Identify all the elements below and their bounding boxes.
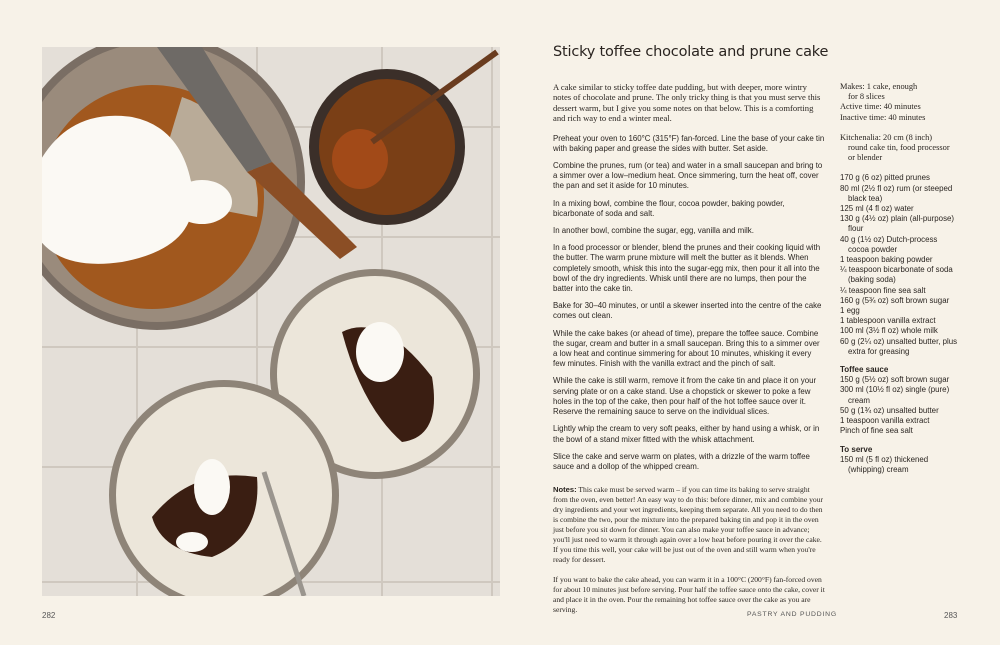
makes-line: Makes: 1 cake, enough	[840, 82, 918, 91]
toffee-heading: Toffee sauce	[840, 365, 889, 375]
method-step: Lightly whip the cream to very soft peaks, either by hand using a whisk, or in the bowl of a stand mixer fitted with the whisk attachment.	[553, 424, 820, 444]
kitchenalia-line-cont: or blender	[848, 153, 883, 163]
method-step: While the cake bakes (or ahead of time), prepare the toffee sauce. Combine the sugar, cream and butter in a small saucepan. Bring this to a simmer over a low heat and continue simmering for about 10 minutes, whisking it every few minutes. Finish with the vanilla extract and the pinch of salt.	[553, 328, 820, 369]
ingredient-item: 40 g (1½ oz) Dutch-process cocoa powder	[840, 234, 938, 254]
ingredient-item: 125 ml (4 fl oz) water	[840, 204, 914, 214]
method-step: While the cake is still warm, remove it from the cake tin and place it on your serving plate or on a cake stand. Use a chopstick or skewer to poke a few holes in the top of the cake, then pour half of the hot toffee sauce over it. Reserve the remaining sauce to serve on the individual slices.	[553, 376, 817, 417]
recipe-meta	[840, 82, 960, 123]
method-step: Bake for 30–40 minutes, or until a skewer inserted into the centre of the cake comes out clean.	[553, 301, 822, 321]
method-step: Slice the cake and serve warm on plates, with a drizzle of the warm toffee sauce and a dollop of the whipped cream.	[553, 451, 810, 471]
ingredient-item: 160 g (5¾ oz) soft brown sugar	[840, 295, 950, 305]
ingredient-item: 300 ml (10½ fl oz) single (pure) cream	[840, 385, 950, 405]
ingredient-item: 100 ml (3½ fl oz) whole milk	[840, 326, 938, 336]
inactive-time: Inactive time: 40 minutes	[840, 112, 926, 122]
ingredient-item: 80 ml (2½ fl oz) rum (or steeped black tea)	[840, 183, 953, 203]
ingredient-item: 1 teaspoon baking powder	[840, 255, 933, 265]
ingredient-item: 150 g (5½ oz) soft brown sugar	[840, 375, 950, 385]
ingredient-item: 130 g (4½ oz) plain (all-purpose) flour	[840, 214, 955, 234]
kitchenalia-line: Kitchenalia: 20 cm (8 inch)	[840, 132, 933, 142]
cake-photo	[42, 47, 500, 596]
method-step: In another bowl, combine the sugar, egg, vanilla and milk.	[553, 226, 754, 236]
running-footer: PASTRY AND PUDDING	[747, 611, 837, 618]
toffee-list	[840, 375, 960, 436]
method-step: In a mixing bowl, combine the flour, cocoa powder, baking powder, bicarbonate of soda and salt.	[553, 198, 785, 218]
ingredient-item: 50 g (1¾ oz) unsalted butter	[840, 405, 939, 415]
ingredient-list	[840, 173, 960, 357]
kitchenalia-line-cont: round cake tin, food processor	[848, 143, 950, 153]
serve-heading: To serve	[840, 444, 873, 454]
ingredient-item: 1 egg	[840, 306, 860, 316]
ingredient-item: 1 teaspoon vanilla extract	[840, 416, 930, 426]
recipe-method-column	[553, 82, 825, 615]
recipe-notes	[553, 485, 825, 565]
page-number-left: 282	[42, 611, 56, 620]
ingredient-item: ¼ teaspoon fine sea salt	[840, 285, 926, 295]
ingredient-item: 60 g (2¼ oz) unsalted butter, plus extra for greasing	[840, 336, 958, 356]
notes-label: Notes:	[553, 485, 577, 495]
method-step: In a food processor or blender, blend the prunes and their cooking liquid with the butter. The warm prune mixture will melt the butter as it blends. When completely smooth, whisk this into the sugar-egg mix, then pour it all into the bowl of the dry ingredients. Whisk until there are no lumps, then pour the batter into the cake tin.	[553, 243, 821, 294]
recipe-intro: A cake similar to sticky toffee date pudding, but with deeper, more wintry notes of chocolate and prune. The only tricky thing is that you must serve this dessert warm, but I give you some notes on that below. This is a comforting and rich way to end a winter meal.	[553, 82, 821, 124]
recipe-ingredients-column	[840, 82, 960, 475]
method-step: Preheat your oven to 160°C (315°F) fan-forced. Line the base of your cake tin with baking paper and grease the sides with butter. Set aside.	[553, 133, 825, 153]
makes-line-cont: for 8 slices	[848, 92, 885, 102]
kitchenalia	[840, 133, 960, 164]
ingredient-item: 1 tablespoon vanilla extract	[840, 316, 936, 326]
notes-text: This cake must be served warm – if you can time its baking to serve straight from the oven, even better! An easy way to do this: before dinner, mix and combine your dry ingredients and your wet ingredients, keeping them separate. All you need to do then is combine the two, pour the mixture into the prepared baking tin and pop it in the oven just before you sit down for dinner. You can also make your toffee sauce in advance; you'll just need to warm it through again over a low heat before pouring it over the cake. If you time this well, your cake will be just out of the oven and still warm when you're ready for dessert.	[553, 485, 824, 565]
recipe-title: Sticky toffee chocolate and prune cake	[553, 44, 829, 60]
ingredient-item: 170 g (6 oz) pitted prunes	[840, 173, 930, 183]
method-step: Combine the prunes, rum (or tea) and water in a small saucepan and bring to a simmer over a low–medium heat. Once simmering, turn the heat off, cover the pan and set it aside for 10 minutes.	[553, 161, 823, 191]
recipe-notes-reheat: If you want to bake the cake ahead, you can warm it in a 100°C (200°F) fan-forced oven for about 10 minutes just before serving. Pour half the toffee sauce onto the cake, cover it and place it in the oven. Pour the remaining hot toffee sauce over the cake as you are serving.	[553, 575, 825, 615]
ingredient-item: ¼ teaspoon bicarbonate of soda (baking soda)	[840, 265, 953, 285]
serve-list	[840, 455, 960, 475]
active-time: Active time: 40 minutes	[840, 102, 921, 112]
page-number-right: 283	[944, 611, 958, 620]
ingredient-item: 150 ml (5 fl oz) thickened (whipping) cream	[840, 454, 929, 474]
ingredient-item: Pinch of fine sea salt	[840, 426, 913, 436]
